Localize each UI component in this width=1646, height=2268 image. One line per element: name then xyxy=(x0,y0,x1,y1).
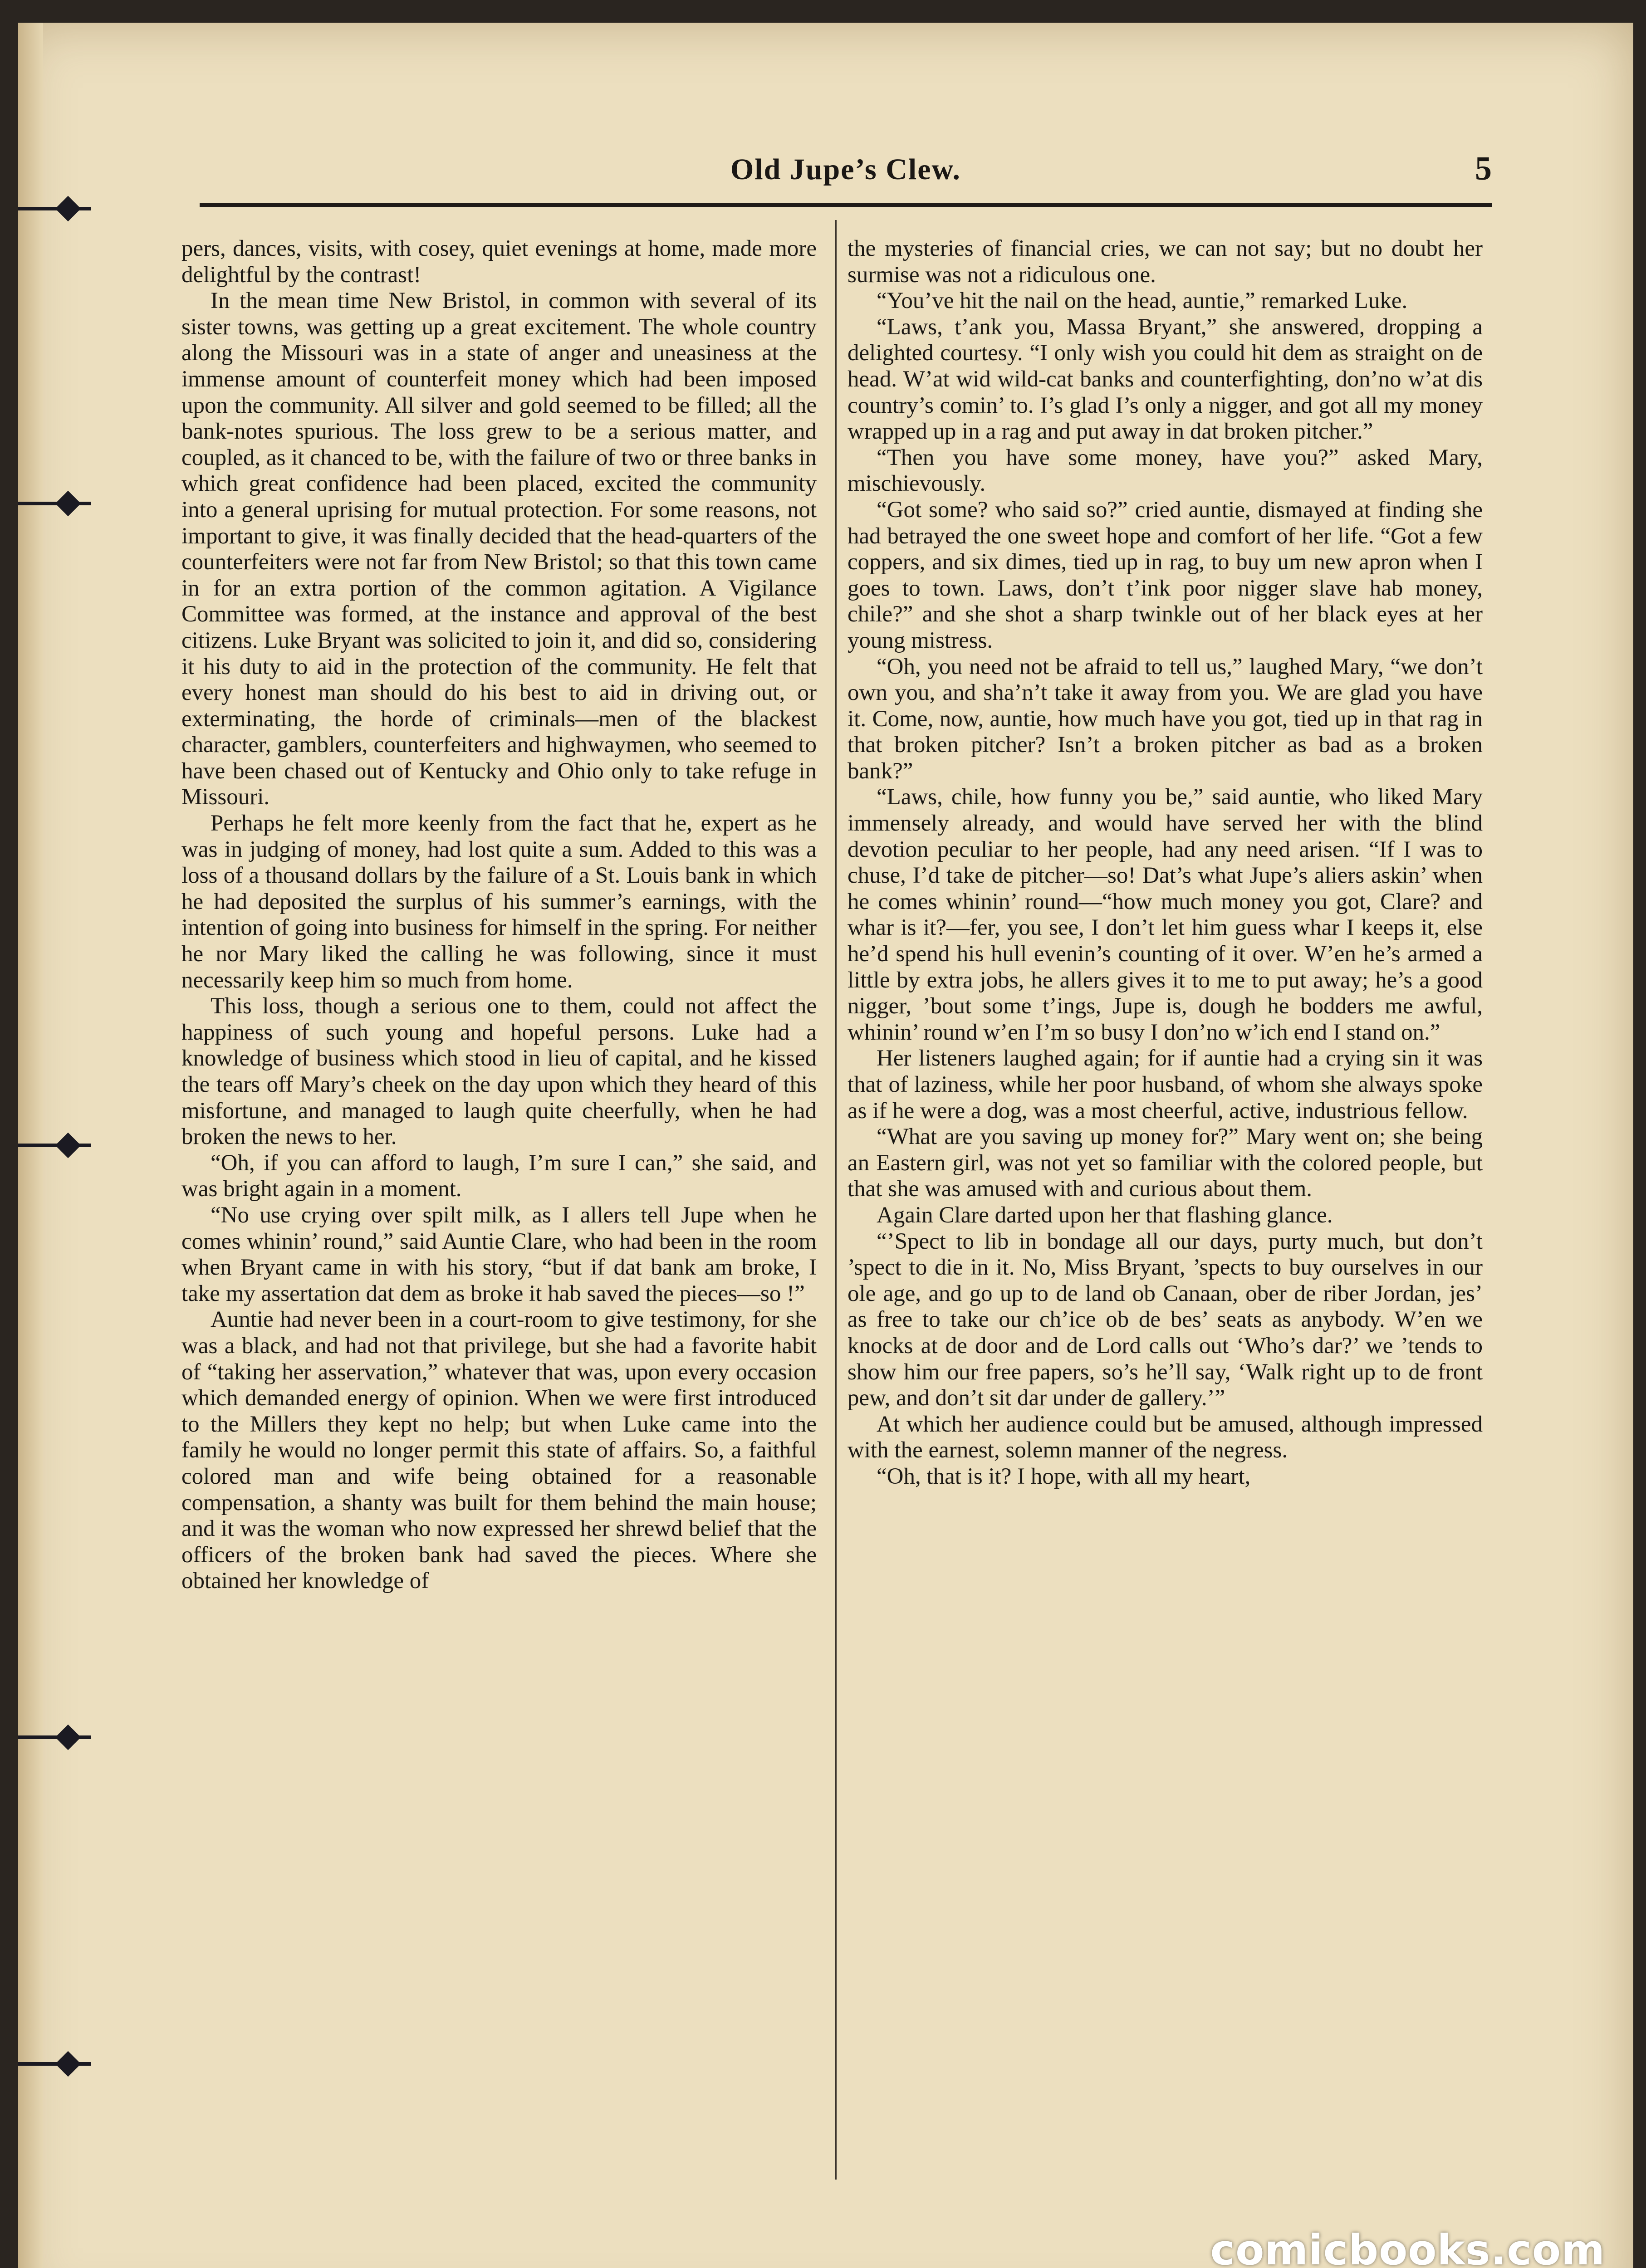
watermark: comicbooks.com xyxy=(1210,2226,1605,2268)
page-header xyxy=(200,144,1492,194)
paragraph: “You’ve hit the nail on the head, auntie,” remarked Luke. xyxy=(877,288,1408,314)
paragraph: “Laws, t’ank you, Massa Bryant,” she answered, dropping a delighted courtesy. “I only wish you could hit dem as straight on de head. W’at wid wild-cat banks and counterfighting, don’no w’at dis country’s comin’ to. I’s glad I’s only a nigger, and got all my money wrapped up in a rag and put away in dat broken pitcher.” xyxy=(847,314,1483,445)
paragraph: “’Spect to lib in bondage all our days, purty much, but don’t ’spect to die in it. No, Miss Bryant, ’spects to buy ourselves in our ole age, and go up to de land ob Canaan, ober de riber Jordan, jes’ as free to take our ch’ice ob de bes’ seats as anybody. W’en we knocks at de door and de Lord calls out ‘Who’s dar?’ we ’tends to show him our free papers, so’s he’ll say, ‘Walk right up to de front pew, and don’t sit dar under de gallery.’” xyxy=(847,1228,1483,1411)
left-column xyxy=(181,236,817,1594)
right-column xyxy=(847,236,1483,1490)
paragraph: “Oh, you need not be afraid to tell us,” laughed Mary, “we don’t own you, and sha’n’t take it away from you. We are glad you have it. Come, now, auntie, how much have you got, tied up in that rag in that broken pitcher? Isn’t a broken pitcher as bad as a broken bank?” xyxy=(847,654,1483,784)
paragraph: Auntie had never been in a court-room to give testimony, for she was a black, and had not that privilege, but she had a favorite habit of “taking her asservation,” whatever that was, upon every occasion which demanded energy of opinion. When we were first introduced to the Millers they kept no help; but when Luke came into the family he would no longer permit this state of affairs. So, a faithful colored man and wife being obtained for a reasonable compensation, a shanty was built for them behind the main house; and it was the woman who now expressed her shrewd belief that the officers of the broken bank had saved the pieces. Where she obtained her knowledge of xyxy=(181,1307,817,1594)
paragraph: the mysteries of financial cries, we can not say; but no doubt her surmise was not a ridiculous one. xyxy=(847,236,1483,288)
paragraph: “What are you saving up money for?” Mary went on; she being an Eastern girl, was not yet so familiar with the colored people, but that she was amused with and curious about them. xyxy=(847,1124,1483,1202)
paragraph: In the mean time New Bristol, in common with several of its sister towns, was getting up a great excitement. The whole country along the Missouri was in a state of anger and uneasiness at the immense amount of counterfeit money which had been imposed upon the community. All silver and gold seemed to be filled; all the bank-notes spurious. The loss grew to be a serious matter, and coupled, as it chanced to be, with the failure of two or three banks in which great confidence had been placed, excited the community into a general uprising for mutual protection. For some reasons, not important to give, it was finally decided that the head-quarters of the counterfeiters were not far from New Bristol; so that this town came in for an extra portion of the common agitation. A Vigilance Committee was formed, at the instance and approval of the best citizens. Luke Bryant was solicited to join it, and did so, considering it his duty to aid in the protection of the community. He felt that every honest man should do his best to aid in driving out, or exterminating, the horde of criminals—men of the blackest character, gamblers, counterfeiters and highwaymen, who seemed to have been chased out of Kentucky and Ohio only to take refuge in Missouri. xyxy=(181,288,817,810)
paragraph: “Oh, if you can afford to laugh, I’m sure I can,” she said, and was bright again in a moment. xyxy=(181,1150,817,1202)
paragraph: At which her audience could but be amused, although impressed with the earnest, solemn manner of the negress. xyxy=(847,1411,1483,1463)
column-divider xyxy=(835,220,837,2180)
paragraph: Again Clare darted upon her that flashing glance. xyxy=(877,1202,1333,1228)
paragraph: pers, dances, visits, with cosey, quiet evenings at home, made more delightful by the contrast! xyxy=(181,236,817,288)
binding-stitch xyxy=(18,1728,91,1746)
paragraph: “Oh, that is it? I hope, with all my heart, xyxy=(877,1463,1251,1489)
paragraph: “No use crying over spilt milk, as I allers tell Jupe when he comes whinin’ round,” said Auntie Clare, who had been in the room when Bryant came in with his story, “but if dat bank am broke, I take my assertation dat dem as broke it hab saved the pieces—so !” xyxy=(181,1202,817,1306)
paragraph: Her listeners laughed again; for if auntie had a crying sin it was that of laziness, while her poor husband, of whom she always spoke as if he were a dog, was a most cheerful, active, industrious fellow. xyxy=(847,1046,1483,1124)
page-number: 5 xyxy=(1475,150,1492,187)
paragraph: This loss, though a serious one to them, could not affect the happiness of such young and hopeful persons. Luke had a knowledge of business which stood in lieu of capital, and he kissed the tears off Mary’s cheek on the day upon which they heard of this misfortune, and managed to laugh quite cheerfully, when he had broken the news to her. xyxy=(181,993,817,1150)
paragraph: “Then you have some money, have you?” asked Mary, mischievously. xyxy=(847,445,1483,497)
paragraph: “Got some? who said so?” cried auntie, dismayed at finding she had betrayed the one sweet hope and comfort of her life. “Got a few coppers, and six dimes, tied up in rag, to buy um new apron when I goes to town. Laws, don’t t’ink poor nigger slave hab money, chile?” and she shot a sharp twinkle out of her black eyes at her young mistress. xyxy=(847,497,1483,653)
binding-stitch xyxy=(18,494,91,513)
header-rule xyxy=(200,203,1492,207)
paragraph: Perhaps he felt more keenly from the fact that he, expert as he was in judging of money, had lost quite a sum. Added to this was a loss of a thousand dollars by the failure of a St. Louis bank in which he had deposited the surplus of his summer’s earnings, with the intention of going into business for himself in the spring. For neither he nor Mary liked the calling he was following, since it must necessarily keep him so much from home. xyxy=(181,811,817,993)
binding-stitch xyxy=(18,2055,91,2073)
binding-stitch xyxy=(18,1136,91,1154)
running-title: Old Jupe’s Clew. xyxy=(730,153,961,186)
paragraph: “Laws, chile, how funny you be,” said auntie, who liked Mary immensely already, and would have served her with the blind devotion peculiar to her people, had any need arisen. “If I was to chuse, I’d take de pitcher—so! Dat’s what Jupe’s aliers askin’ when he comes whinin’ round—“how much money you got, Clare? and whar is it?—fer, you see, I don’t let him guess whar I keeps it, else he’d spend his hull evenin’s counting of it over. W’en he’s armed a little by extra jobs, he allers gives it to me to put away; he’s a good nigger, ’bout some t’ings, Jupe is, dough he bodders me awful, whinin’ round w’en I’m so busy I don’no w’ich end I stand on.” xyxy=(847,784,1483,1045)
binding-stitch xyxy=(18,200,91,218)
